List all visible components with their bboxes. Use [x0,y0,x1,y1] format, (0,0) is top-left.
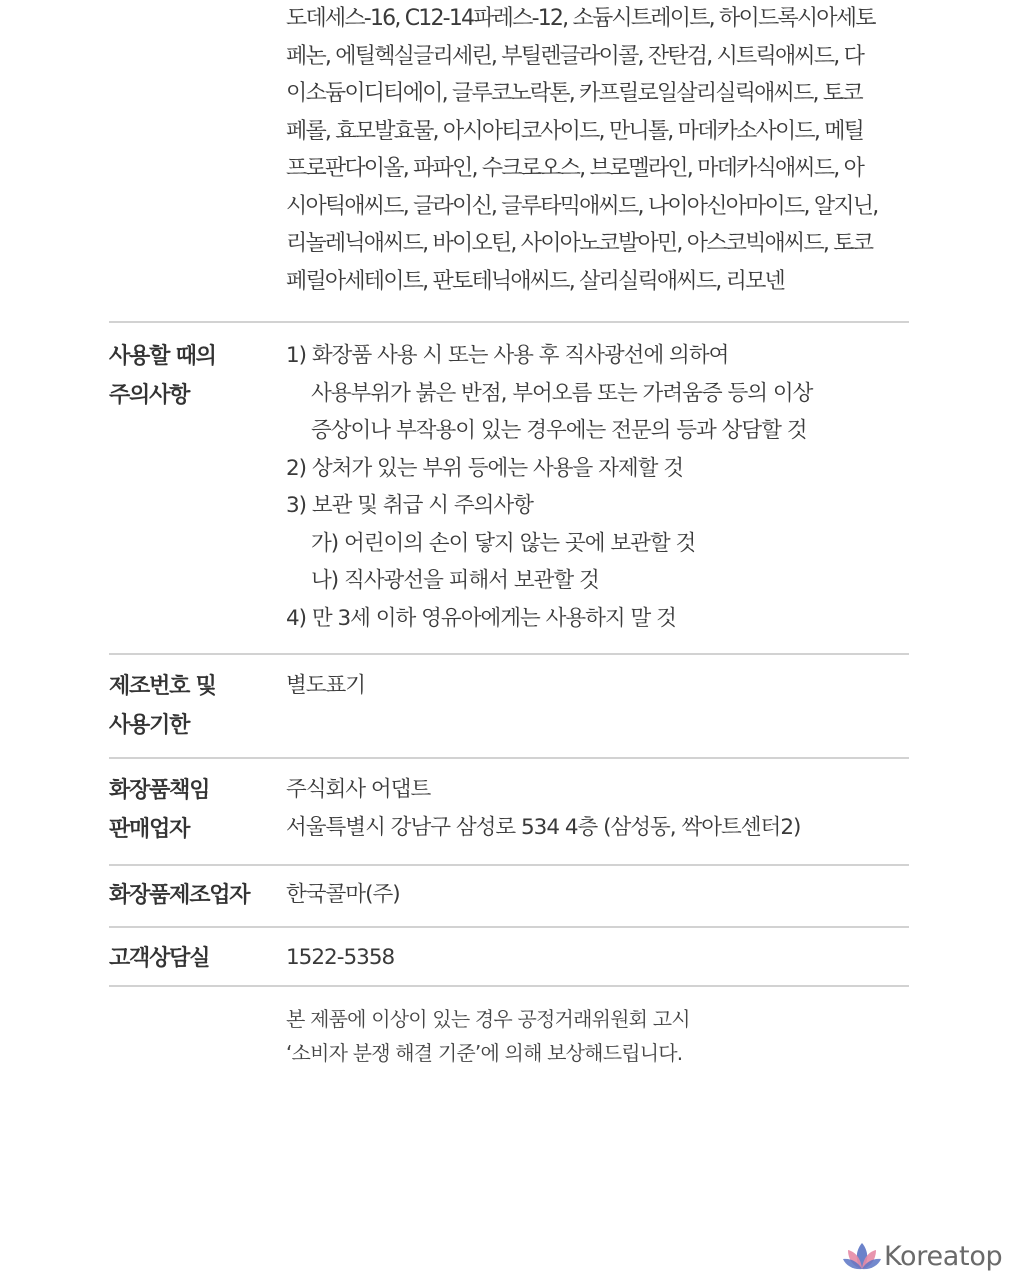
ingredients-line: 이소듐이디티에이, 글루코노락톤, 카프릴로일살리실릭애씨드, 토코 [286,81,862,106]
maker-content [286,876,916,914]
notice-line: ‘소비자 분쟁 해결 기준’에 의해 보상해드립니다. [286,1041,683,1065]
ingredients-line: 리놀레닉애씨드, 바이오틴, 사이아노코발아민, 아스코빅애씨드, 토코 [286,231,873,256]
manufacture-label-line: 제조번호 및 [109,674,216,699]
watermark-text: Koreatop [884,1240,1003,1272]
seller-label-line: 판매업자 [109,817,190,842]
caution-content [286,337,916,637]
divider [109,985,909,987]
caution-label-line: 주의사항 [109,383,190,408]
divider [109,321,909,323]
ingredients-line: 프로판다이올, 파파인, 수크로오스, 브로멜라인, 마데카식애씨드, 아 [286,156,864,181]
ingredients-line: 시아틱애씨드, 글라이신, 글루타믹애씨드, 나이아신아마이드, 알지닌, [286,193,878,219]
caution-line: 증상이나 부작용이 있는 경우에는 전문의 등과 상담할 것 [311,418,807,443]
manufacture-label [109,667,279,745]
ingredients-line: 도데세스-16, C12-14파레스-12, 소듐시트레이트, 하이드록시아세토 [286,6,875,31]
caution-line: 4) 만 3세 이하 영유아에게는 사용하지 말 것 [286,605,676,631]
caution-line: 나) 직사광선을 피해서 보관할 것 [311,568,599,593]
divider [109,757,909,759]
manufacture-content [286,667,916,705]
seller-label-line: 화장품책임 [109,778,210,803]
notice-line: 본 제품에 이상이 있는 경우 공정거래위원회 고시 [286,1007,690,1031]
koreatop-watermark [842,1236,1002,1276]
maker-label [109,876,279,915]
seller-content [286,771,916,846]
caution-line: 1) 화장품 사용 시 또는 사용 후 직사광선에 의하여 [286,343,729,368]
seller-address: 서울특별시 강남구 삼성로 534 4층 (삼성동, 싹아트센터2) [286,814,801,840]
caution-line: 사용부위가 붉은 반점, 부어오름 또는 가려움증 등의 이상 [311,380,813,406]
lotus-icon [842,1239,882,1273]
maker-label-line: 화장품제조업자 [109,883,250,908]
seller-label [109,771,279,849]
manufacture-value: 별도표기 [286,673,366,698]
ingredients-line: 페릴아세테이트, 판토테닉애씨드, 살리실릭애씨드, 리모넨 [286,268,785,294]
cs-phone: 1522-5358 [286,945,395,970]
cs-label-line: 고객상담실 [109,946,210,971]
divider [109,864,909,866]
ingredients-line: 페롤, 효모발효물, 아시아티코사이드, 만니톨, 마데카소사이드, 메틸 [286,118,864,144]
compensation-notice [286,1002,690,1070]
caution-label-line: 사용할 때의 [109,344,216,369]
cs-label [109,939,279,978]
manufacture-label-line: 사용기한 [109,713,190,738]
caution-line: 2) 상처가 있는 부위 등에는 사용을 자제할 것 [286,455,683,481]
maker-value: 한국콜마(주) [286,882,400,907]
divider [109,926,909,928]
ingredients-list [286,0,916,300]
caution-line: 가) 어린이의 손이 닿지 않는 곳에 보관할 것 [311,530,696,556]
cs-content [286,939,916,977]
divider [109,653,909,655]
caution-label [109,337,279,415]
caution-line: 3) 보관 및 취급 시 주의사항 [286,493,533,518]
seller-company: 주식회사 어댑트 [286,777,431,802]
ingredients-line: 페논, 에틸헥실글리세린, 부틸렌글라이콜, 잔탄검, 시트릭애씨드, 다 [286,43,864,69]
